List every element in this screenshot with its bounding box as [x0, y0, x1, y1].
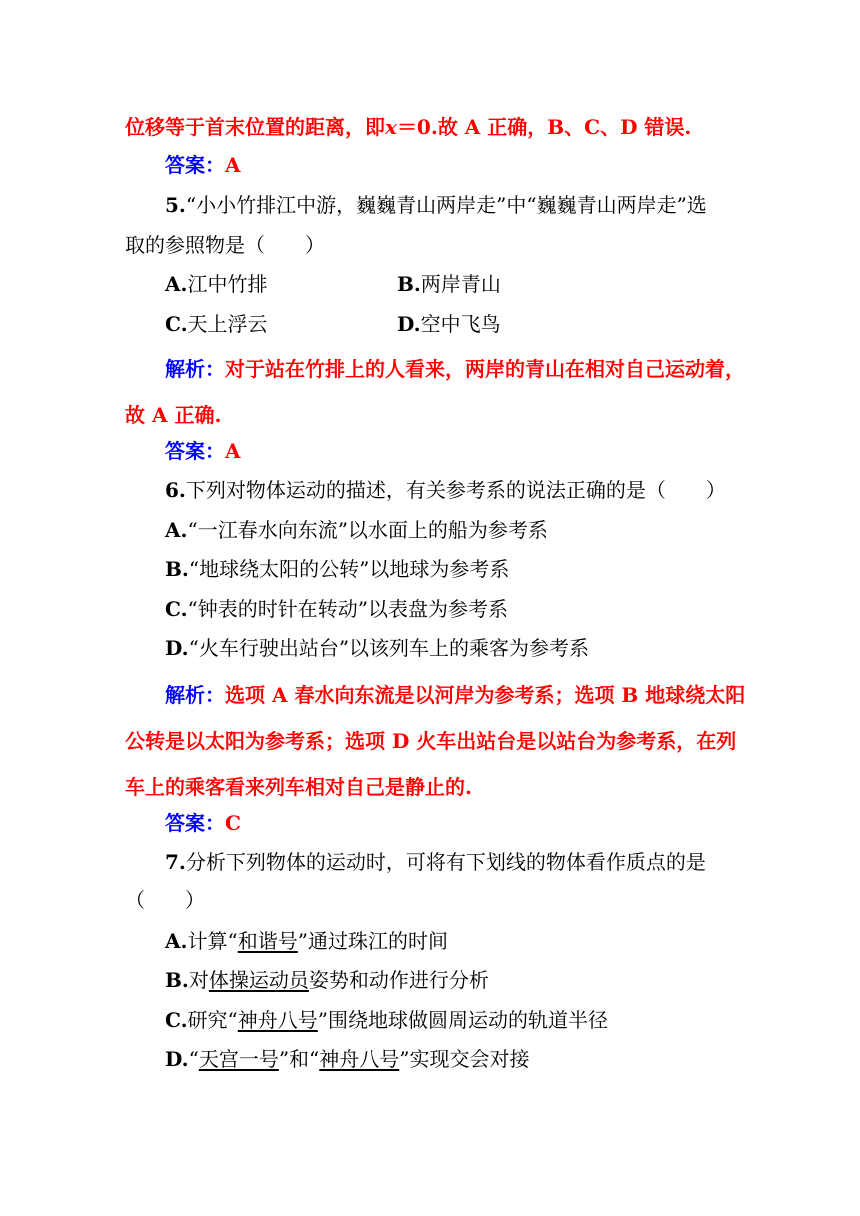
q7-option-c-letter: C.	[165, 1008, 188, 1032]
q7-option-d-post: ”实现交会对接	[399, 1047, 530, 1071]
q7-stem-text2: （ ）	[125, 888, 205, 912]
q7-option-b-pre: 对	[188, 968, 209, 992]
q7-option-c	[165, 1006, 608, 1034]
q5-option-b	[397, 270, 501, 298]
q6-option-a-text: “一江春水向东流”以水面上的船为参考系	[187, 518, 548, 542]
q5-option-a	[165, 270, 267, 298]
q5-stem-line2	[125, 231, 325, 259]
q7-option-a-underlined: 和谐号	[237, 929, 298, 953]
q7-option-b-post: 姿势和动作进行分析	[308, 968, 489, 992]
q5-answer-value: A	[225, 439, 241, 463]
q6-stem	[165, 476, 726, 504]
q4-explanation-suffix: ＝0.故 A 正确，B、C、D 错误.	[396, 115, 692, 139]
q6-stem-text: 下列对物体运动的描述，有关参考系的说法正确的是（ ）	[185, 478, 726, 502]
q5-option-c	[165, 310, 268, 338]
q6-analysis-label: 解析：	[165, 683, 225, 707]
q7-option-c-pre: 研究“	[187, 1008, 238, 1032]
q6-option-b	[165, 555, 509, 583]
q7-option-b	[165, 966, 489, 994]
q7-option-d-mid: ”和“	[278, 1047, 320, 1071]
q4-answer-value: A	[225, 153, 241, 177]
q6-option-b-text: “地球绕太阳的公转”以地球为参考系	[188, 557, 510, 581]
q5-option-a-letter: A.	[165, 272, 188, 296]
q5-option-d-letter: D.	[397, 312, 421, 336]
q6-analysis-line1	[165, 681, 745, 709]
q7-option-a-pre: 计算“	[187, 929, 238, 953]
q5-number: 5.	[165, 193, 186, 217]
q5-answer	[165, 437, 241, 465]
q7-option-d-underlined2: 神舟八号	[319, 1047, 400, 1071]
q6-analysis-line2	[125, 727, 736, 755]
q6-option-d	[165, 634, 589, 662]
q6-option-c-text: “钟表的时针在转动”以表盘为参考系	[187, 597, 508, 621]
q7-option-d	[165, 1045, 530, 1073]
q7-number: 7.	[165, 850, 186, 874]
q5-analysis-text2: 故 A 正确.	[125, 403, 222, 427]
q4-explanation	[125, 113, 691, 141]
q7-option-b-letter: B.	[165, 968, 189, 992]
q5-analysis-line1	[165, 355, 745, 383]
q6-option-c	[165, 595, 508, 623]
q6-analysis-text2: 公转是以太阳为参考系；选项 D 火车出站台是以站台为参考系，在列	[125, 729, 737, 753]
q6-analysis-text1: 选项 A 春水向东流是以河岸为参考系；选项 B 地球绕太阳	[225, 683, 746, 707]
q7-option-a-letter: A.	[165, 929, 188, 953]
q5-option-d	[397, 310, 501, 338]
q5-stem-text2: 取的参照物是（ ）	[125, 233, 325, 257]
q6-option-a-letter: A.	[165, 518, 188, 542]
q7-option-c-underlined: 神舟八号	[237, 1008, 318, 1032]
q6-option-d-text: “火车行驶出站台”以该列车上的乘客为参考系	[188, 636, 590, 660]
q4-explanation-var: x	[385, 115, 397, 139]
q7-stem-line2	[125, 886, 205, 914]
q7-stem-line1	[165, 848, 706, 876]
q7-option-d-pre: “	[188, 1047, 199, 1071]
q4-answer-label: 答案：	[165, 153, 225, 177]
q4-answer	[165, 151, 241, 179]
q7-option-d-letter: D.	[165, 1047, 189, 1071]
q7-option-d-underlined1: 天宫一号	[198, 1047, 279, 1071]
q6-analysis-text3: 车上的乘客看来列车相对自己是静止的.	[125, 775, 472, 799]
q6-option-d-letter: D.	[165, 636, 189, 660]
q5-answer-label: 答案：	[165, 439, 225, 463]
q5-option-c-letter: C.	[165, 312, 188, 336]
q5-analysis-text1: 对于站在竹排上的人看来，两岸的青山在相对自己运动着，	[225, 357, 745, 381]
q7-option-a	[165, 927, 448, 955]
q6-option-a	[165, 516, 548, 544]
q5-stem-line1	[165, 191, 707, 219]
q7-option-c-post: ”围绕地球做圆周运动的轨道半径	[317, 1008, 608, 1032]
q6-analysis-line3	[125, 773, 472, 801]
q5-analysis-label: 解析：	[165, 357, 225, 381]
q4-explanation-prefix: 位移等于首末位置的距离，即	[125, 115, 385, 139]
q6-answer-label: 答案：	[165, 811, 225, 835]
q7-stem-text1: 分析下列物体的运动时，可将有下划线的物体看作质点的是	[185, 850, 706, 874]
q6-number: 6.	[165, 478, 186, 502]
q6-answer-value: C	[225, 811, 241, 835]
q6-option-b-letter: B.	[165, 557, 189, 581]
q5-analysis-line2	[125, 401, 221, 429]
q5-option-d-text: 空中飞鸟	[420, 312, 501, 336]
q6-answer	[165, 809, 241, 837]
q6-option-c-letter: C.	[165, 597, 188, 621]
q5-option-b-text: 两岸青山	[420, 272, 501, 296]
q5-option-b-letter: B.	[397, 272, 421, 296]
q7-option-b-underlined: 体操运动员	[208, 968, 309, 992]
q5-stem-text1: “小小竹排江中游，巍巍青山两岸走”中“巍巍青山两岸走”选	[185, 193, 707, 217]
q5-option-c-text: 天上浮云	[187, 312, 268, 336]
q5-option-a-text: 江中竹排	[187, 272, 268, 296]
q7-option-a-post: ”通过珠江的时间	[297, 929, 448, 953]
